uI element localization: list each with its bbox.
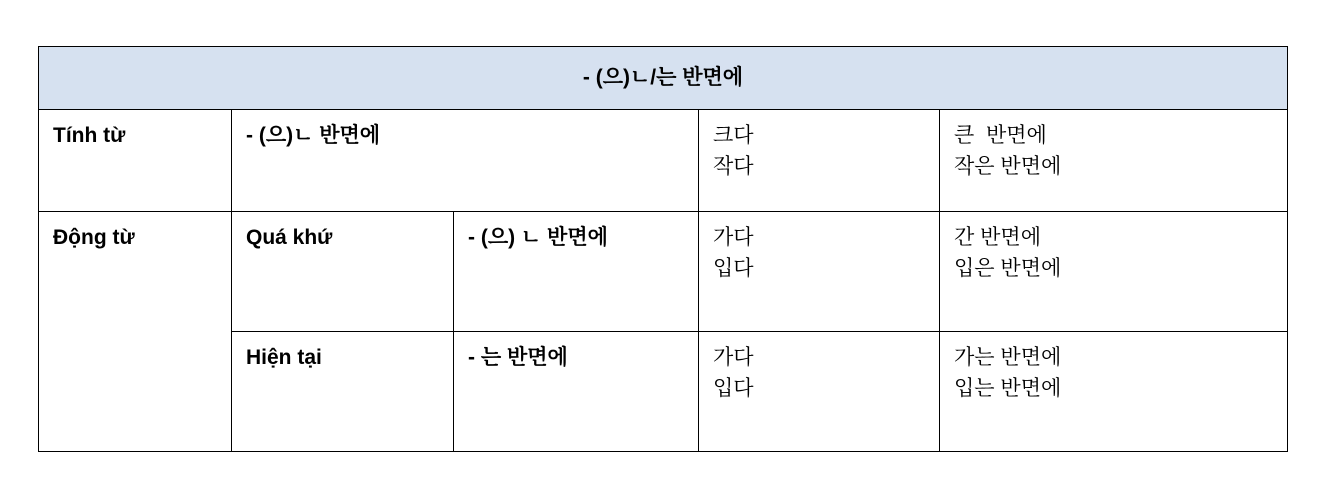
- example-word: 가다: [713, 346, 754, 370]
- table-row: [39, 110, 1288, 212]
- example-word: 작다: [713, 154, 754, 178]
- row-tense-past: Quá khứ: [232, 212, 454, 332]
- row-form-past: - (으) ㄴ 반면에: [454, 212, 699, 332]
- row-form-present: - 는 반면에: [454, 332, 699, 452]
- row-examples-past: [699, 212, 940, 332]
- example-word: 입다: [713, 376, 754, 400]
- example-word: 가다: [713, 226, 754, 250]
- conjugation-result: 간 반면에: [954, 226, 1041, 250]
- conjugation-result: 입는 반면에: [954, 376, 1062, 400]
- row-form-adjective: - (으)ㄴ 반면에: [232, 110, 699, 212]
- row-examples-present: [699, 332, 940, 452]
- conjugation-result: 큰 반면에: [954, 124, 1047, 148]
- example-word: 입다: [713, 256, 754, 280]
- row-conjugations-past: [940, 212, 1288, 332]
- row-examples-adjective: [699, 110, 940, 212]
- row-category-verb: Động từ: [39, 212, 232, 452]
- table-row: [39, 212, 1288, 332]
- example-word: 크다: [713, 124, 754, 148]
- conjugation-result: 입은 반면에: [954, 256, 1062, 280]
- conjugation-result: 작은 반면에: [954, 154, 1062, 178]
- table-title: - (으)ㄴ/는 반면에: [39, 47, 1288, 110]
- row-tense-present: Hiện tại: [232, 332, 454, 452]
- conjugation-result: 가는 반면에: [954, 346, 1062, 370]
- table-header-row: [39, 47, 1288, 110]
- row-conjugations-adjective: [940, 110, 1288, 212]
- grammar-table: [38, 46, 1288, 452]
- row-category-adjective: Tính từ: [39, 110, 232, 212]
- row-conjugations-present: [940, 332, 1288, 452]
